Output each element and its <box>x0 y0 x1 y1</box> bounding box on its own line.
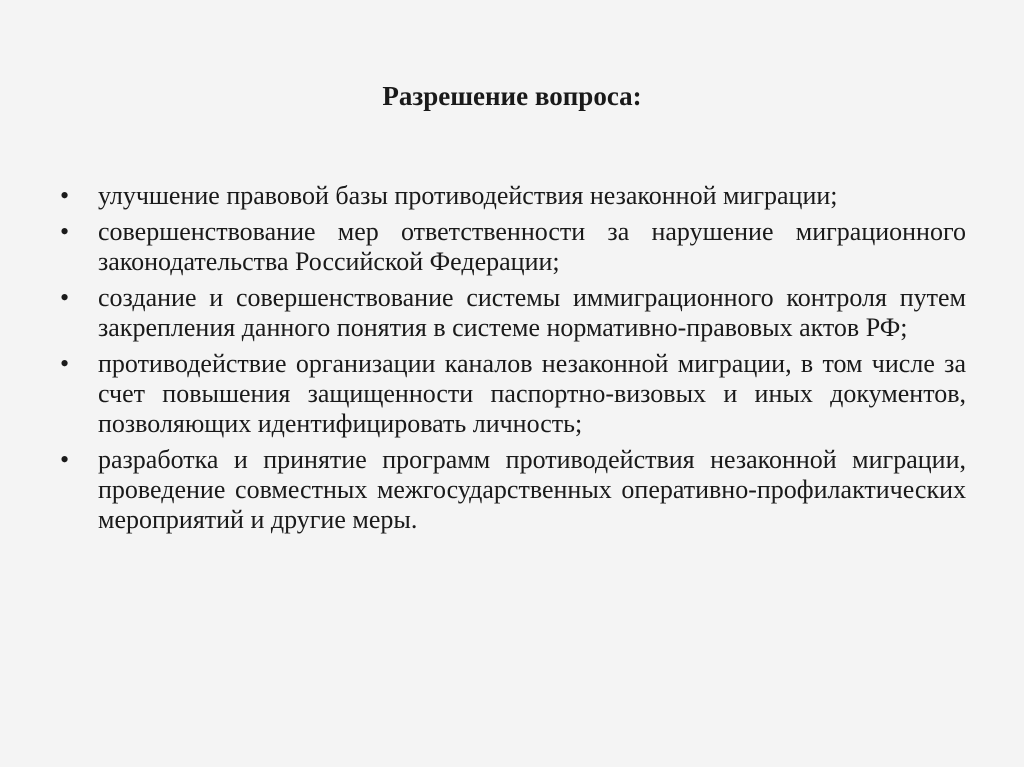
bullet-icon: • <box>60 181 70 210</box>
list-item <box>56 217 966 277</box>
list-item-text: разработка и принятие программ противодействия незаконной миграции, проведение совместных межгосударственных оперативно-профилактических мероприятий и другие меры. <box>98 445 966 534</box>
list-item-text: создание и совершенствование системы иммиграционного контроля путем закрепления данного понятия в системе нормативно-правовых актов РФ; <box>98 283 966 342</box>
list-item-text: совершенствование мер ответственности за нарушение миграционного законодательства Российской Федерации; <box>98 217 966 276</box>
list-item <box>56 349 966 439</box>
slide-title: Разрешение вопроса: <box>382 81 642 111</box>
list-item-text: противодействие организации каналов незаконной миграции, в том числе за счет повышения защищенности паспортно-визовых и иных документов, позволяющих идентифицировать личность; <box>98 349 966 438</box>
bullet-icon: • <box>60 349 70 378</box>
list-item <box>56 283 966 343</box>
list-item <box>56 181 966 211</box>
bullet-list <box>56 181 966 541</box>
bullet-icon: • <box>60 217 70 246</box>
list-item <box>56 445 966 535</box>
bullet-icon: • <box>60 283 70 312</box>
list-item-text: улучшение правовой базы противодействия незаконной миграции; <box>98 181 838 210</box>
bullet-icon: • <box>60 445 70 474</box>
